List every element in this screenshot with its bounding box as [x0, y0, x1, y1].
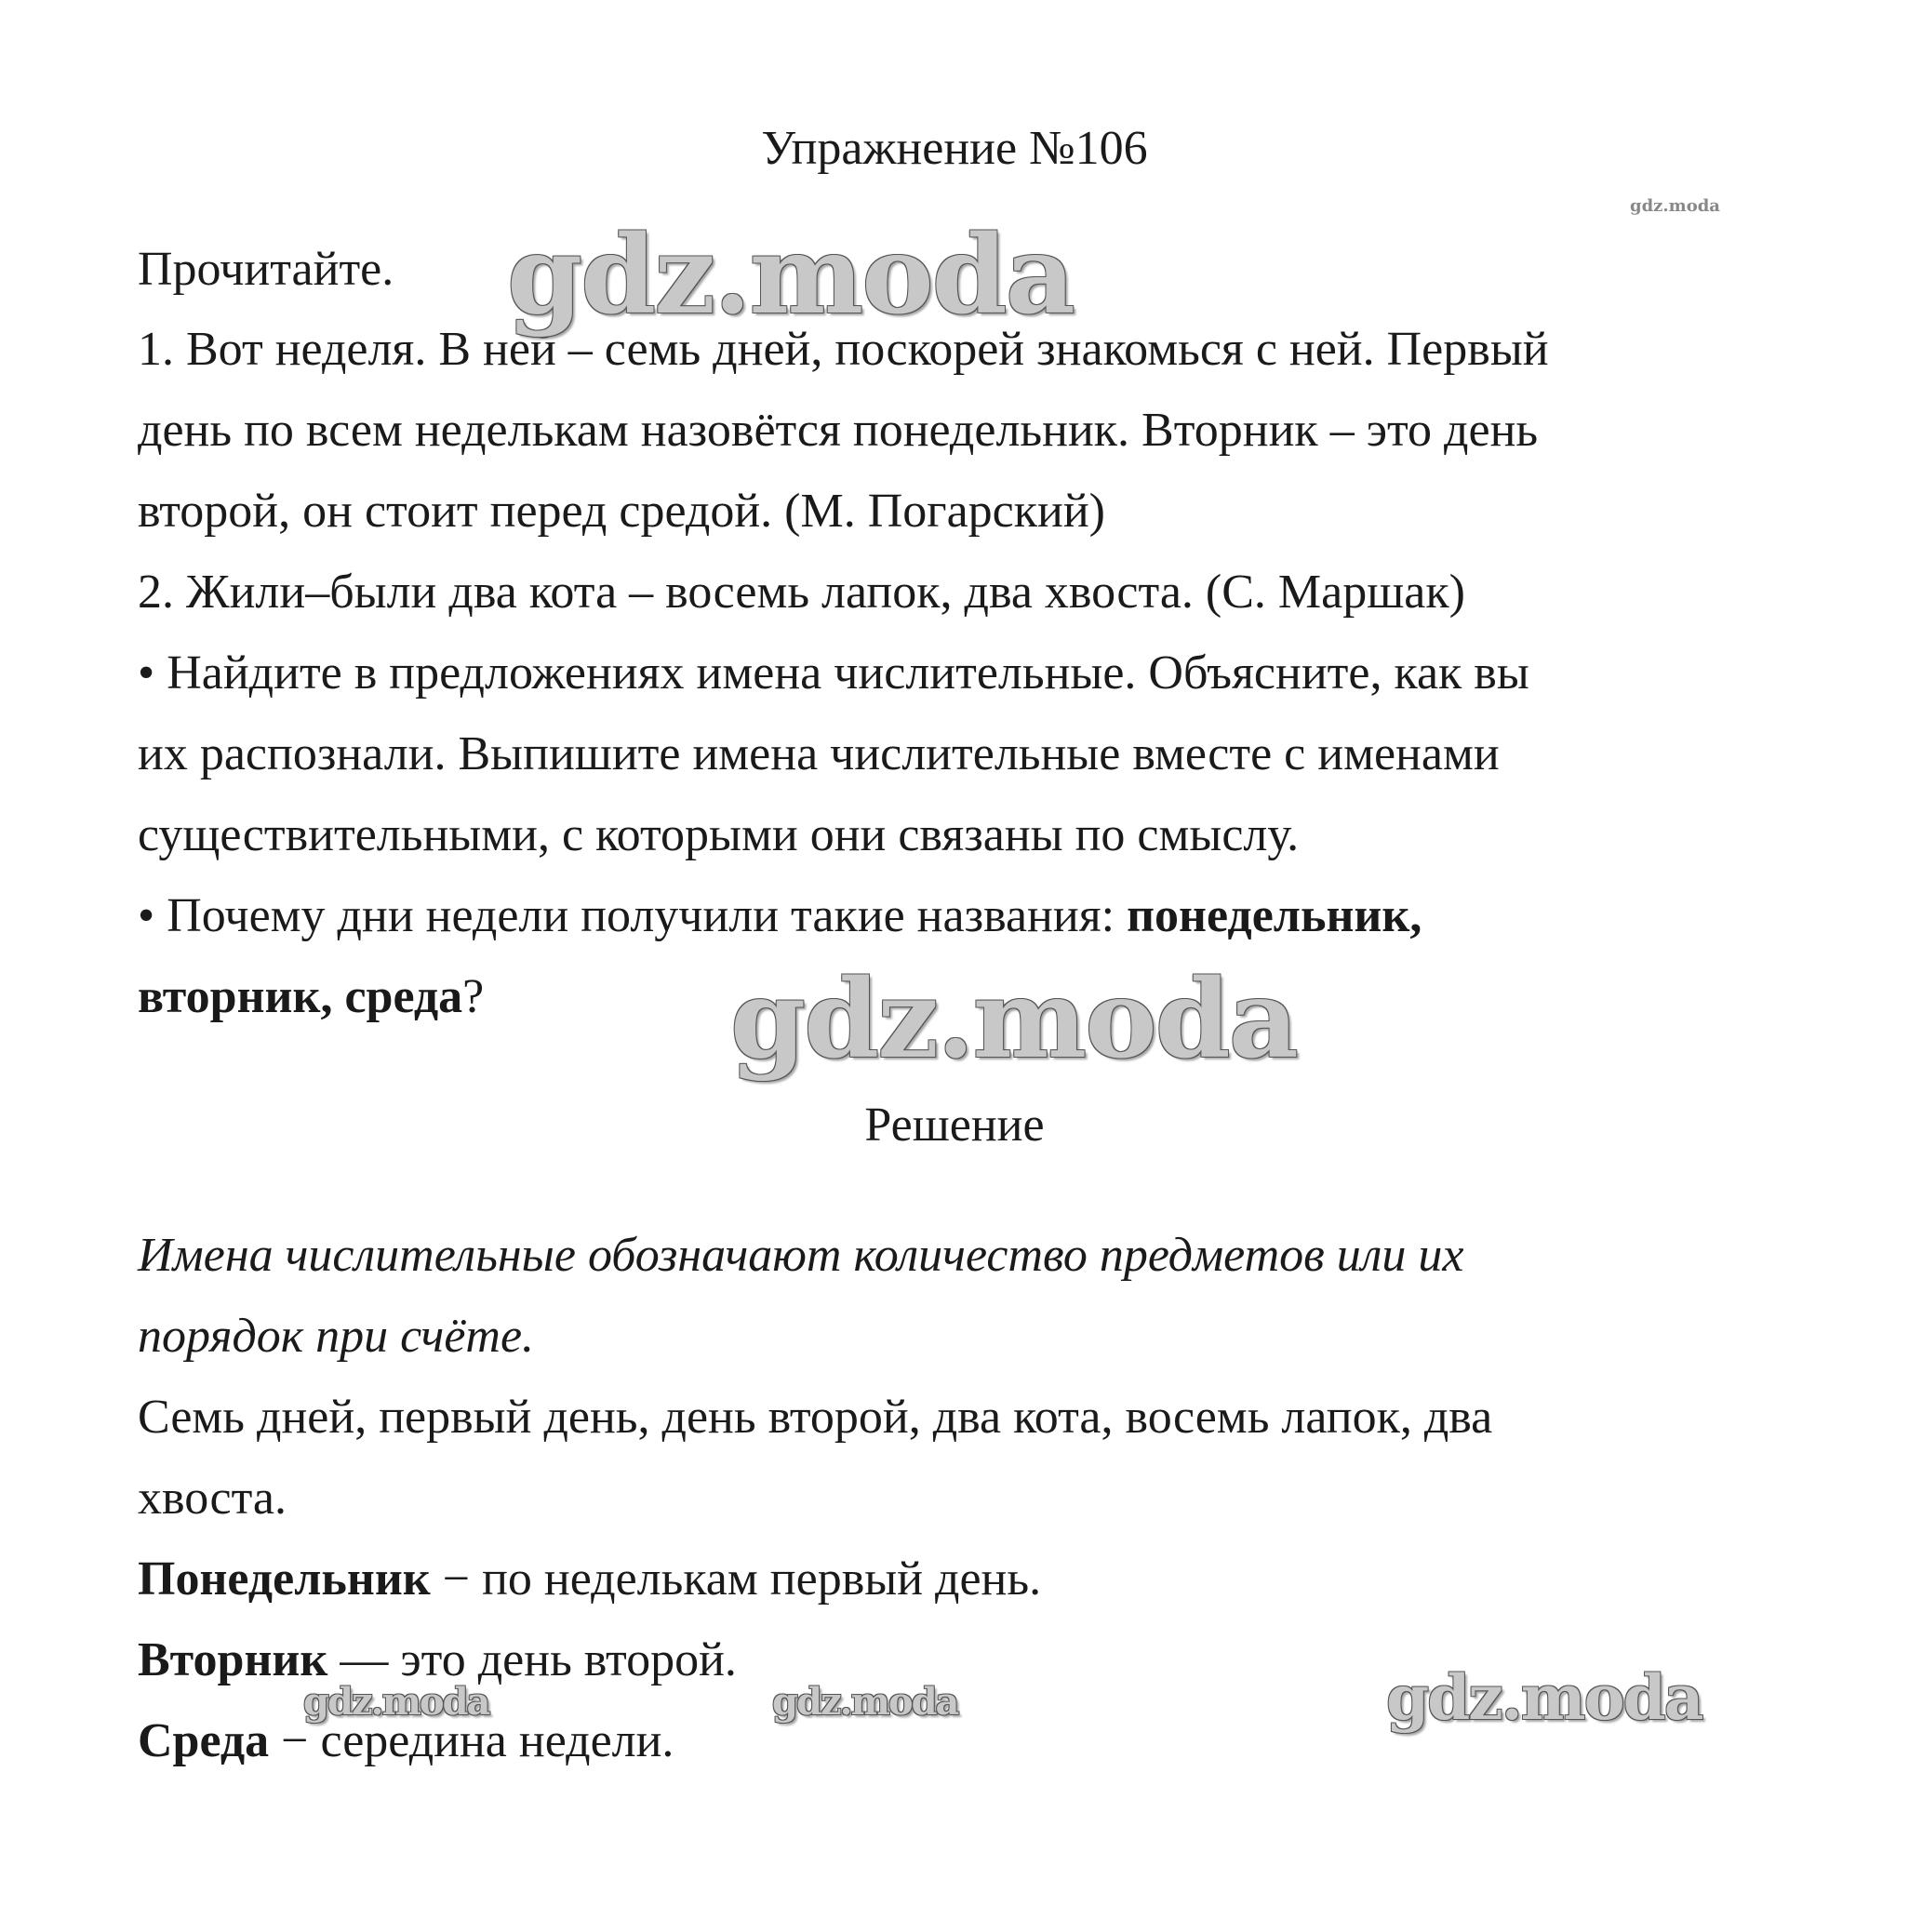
watermark-logo: gdz.moda	[507, 212, 1074, 339]
text-line: 1. Вот неделя. В ней – семь дней, поскорей знакомься с ней. Первый	[138, 323, 1549, 376]
watermark-logo: gdz.moda	[1630, 196, 1720, 216]
text-line: 2. Жили–были два кота – восемь лапок, два хвоста. (С. Маршак)	[138, 566, 1465, 619]
definition-monday	[138, 1552, 1041, 1607]
solution-italic-line: порядок при счёте.	[138, 1310, 535, 1363]
definition-text: это день второй.	[400, 1633, 737, 1686]
definition-wednesday	[138, 1713, 674, 1769]
instruction: Прочитайте.	[138, 243, 394, 296]
definition-separator: −	[269, 1714, 321, 1767]
definition-term: Среда	[138, 1714, 270, 1767]
text-line: существительными, с которыми они связаны по смыслу.	[138, 808, 1300, 861]
solution-italic-line: Имена числительные обозначают количество предметов или их	[138, 1229, 1464, 1282]
text-line: • Найдите в предложениях имена числительные. Объясните, как вы	[138, 646, 1529, 700]
watermark-logo: gdz.moda	[730, 956, 1297, 1083]
definition-term: Понедельник	[138, 1552, 431, 1606]
answer-line: хвоста.	[138, 1472, 287, 1525]
page-title: Упражнение №106	[761, 122, 1148, 175]
question-prefix: • Почему дни недели получили такие названия:	[138, 889, 1128, 942]
answer-line: Семь дней, первый день, день второй, два кота, восемь лапок, два	[138, 1391, 1493, 1444]
question-line	[138, 969, 484, 1025]
watermark-logo: gdz.moda	[303, 1680, 489, 1724]
definition-separator: —	[327, 1633, 401, 1686]
definition-tuesday	[138, 1632, 737, 1688]
definition-term: Вторник	[138, 1633, 328, 1686]
question-line	[138, 888, 1422, 944]
definition-text: по неделькам первый день.	[482, 1552, 1042, 1606]
watermark-logo: gdz.moda	[772, 1680, 958, 1724]
question-suffix: ?	[462, 970, 485, 1023]
text-line: второй, он стоит перед средой. (М. Погарский)	[138, 485, 1105, 538]
text-line: их распознали. Выпишите имена числительные вместе с именами	[138, 727, 1500, 780]
definition-text: середина недели.	[320, 1714, 674, 1767]
definition-separator: −	[430, 1552, 483, 1606]
solution-heading: Решение	[864, 1099, 1045, 1152]
text-line: день по всем неделькам назовётся понедельник. Вторник – это день	[138, 404, 1539, 457]
question-bold-term: вторник, среда	[138, 970, 463, 1023]
watermark-logo: gdz.moda	[1386, 1661, 1702, 1734]
question-bold-term: понедельник,	[1127, 889, 1422, 942]
